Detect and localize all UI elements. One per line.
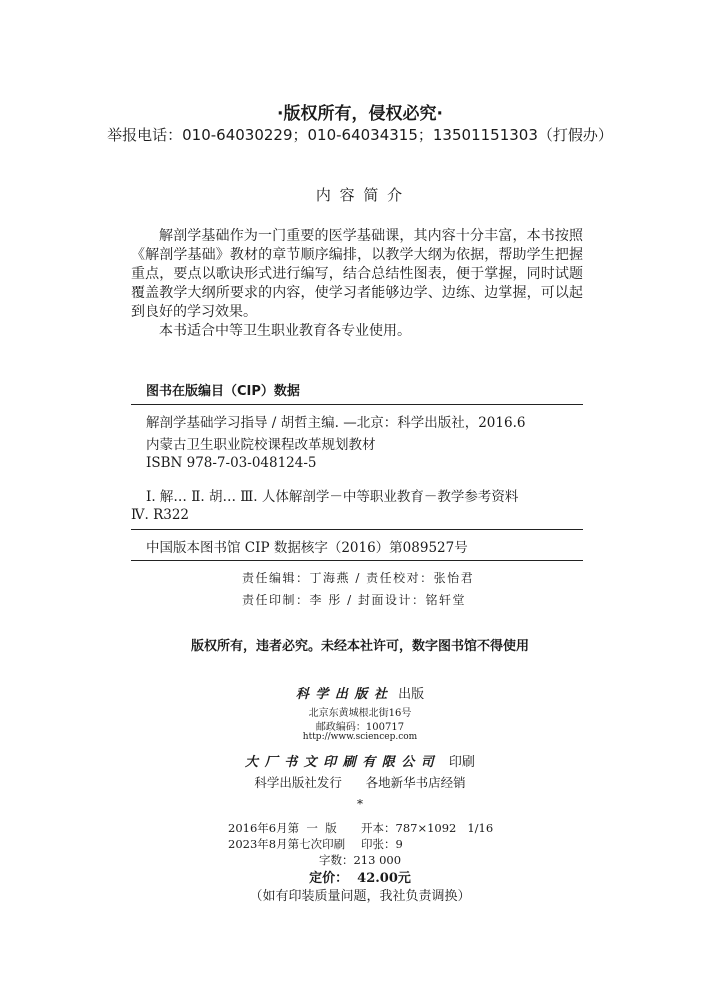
publisher-website: http://www.sciencep.com [302,732,418,742]
edition-date: 2016年6月第 一 版 [228,821,337,835]
format-size: 开本：787×1092 1/16 [361,821,494,835]
distribution-line: 科学出版社发行 各地新华书店经销 [254,775,466,790]
publisher-line [0,683,720,702]
impression-date: 2023年8月第七次印刷 [228,837,346,851]
cip-heading: 图书在版编目（CIP）数据 [146,384,300,399]
quality-note: （如有印装质量问题，我社负责调换） [249,889,471,904]
rights-notice: 版权所有，违者必究。未经本社许可，数字图书馆不得使用 [190,639,529,654]
cip-title-line: 解剖学基础学习指导 / 胡哲主编. —北京：科学出版社，2016.6 [146,415,526,431]
summary-text [131,227,583,341]
cip-top-rule [131,404,583,405]
publisher-name: 科 学 出 版 社 [295,687,388,702]
publisher-address: 北京东黄城根北街16号 [308,708,412,719]
separator-asterisk: * [357,797,363,811]
cip-series-line: 内蒙古卫生职业院校课程改革规划教材 [146,437,376,453]
summary-heading: 内 容 简 介 [315,186,405,204]
cip-class-number-line: Ⅳ. R322 [131,507,190,523]
printer-line [0,751,720,770]
copyright-title: ·版权所有，侵权必究· [277,104,443,124]
cip-middle-rule [131,529,583,530]
printed-sheets: 印张：9 [361,837,403,851]
publisher-suffix: 出版 [398,687,425,702]
printer-suffix: 印刷 [448,755,475,770]
publisher-postcode: 邮政编码：100717 [315,722,405,733]
price: 定价： 42.00元 [309,871,411,886]
cip-classification-line: Ⅰ. 解… Ⅱ. 胡… Ⅲ. 人体解剖学－中等职业教育－教学参考资料 [146,489,519,505]
summary-paragraph-2: 本书适合中等卫生职业教育各专业使用。 [159,323,411,339]
editors-line-2: 责任印制：李 彤 / 封面设计：铭轩堂 [242,593,466,607]
cip-isbn-line: ISBN 978-7-03-048124-5 [146,455,317,471]
cip-record-number: 中国版本图书馆 CIP 数据核字（2016）第089527号 [146,540,468,556]
word-count: 字数：213 000 [318,853,402,867]
cip-bottom-rule [131,560,583,561]
report-hotline: 举报电话：010-64030229；010-64034315；13501151303（打假办） [107,126,613,144]
printer-name: 大 厂 书 文 印 刷 有 限 公 司 [245,755,435,770]
summary-paragraph-1: 解剖学基础作为一门重要的医学基础课，其内容十分丰富，本书按照《解剖学基础》教材的章节顺序编排，以教学大纲为依据，帮助学生把握重点，要点以歌诀形式进行编写，结合总结性图表，便于掌握，同时试题覆盖教学大纲所要求的内容，使学习者能够边学、边练、边掌握，可以起到良好的学习效果。 [131,228,583,320]
editors-line-1: 责任编辑：丁海燕 / 责任校对：张怡君 [242,571,475,585]
